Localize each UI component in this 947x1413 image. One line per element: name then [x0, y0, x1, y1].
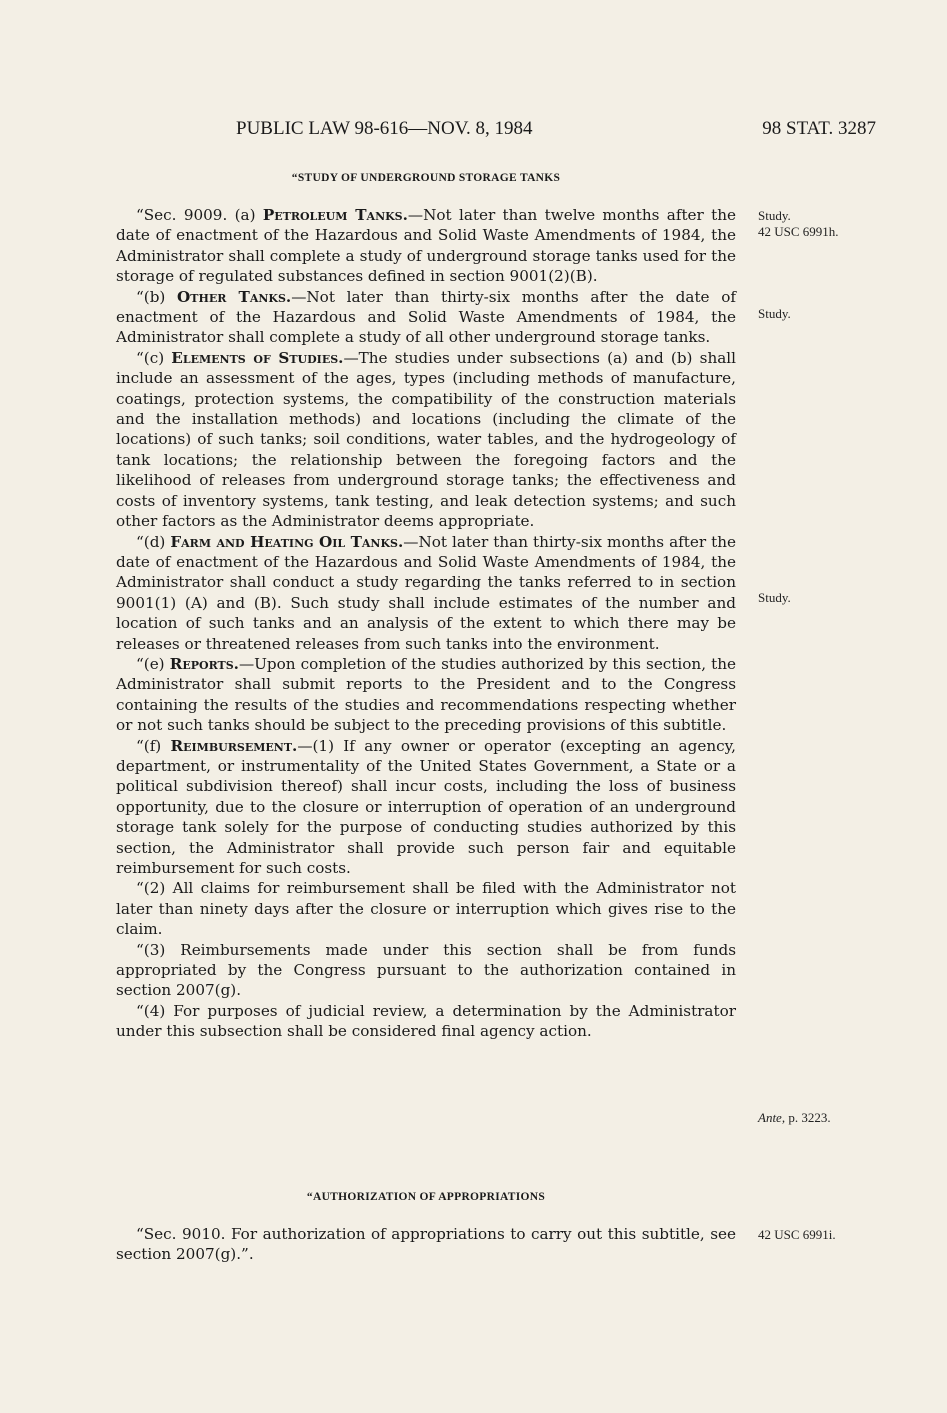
paragraph-d: “(d) Farm and Heating Oil Tanks.—Not later than thirty-six months after the date of enactment of the Hazardous and Solid Waste Amendments of 1984, the Administrator shall conduct a study regarding the tanks referred to in section 9001(1) (A) and (B). Such study shall include estimates of the number and location of such tanks and an analysis of the extent to which there may be releases or threatened releases from such tanks into the environment. [116, 532, 736, 653]
margin-note-usc-6991h: 42 USC 6991h. [758, 224, 839, 239]
paragraph-c: “(c) Elements of Studies.—The studies under subsections (a) and (b) shall include an assessment of the ages, types (including methods of manufacture, coatings, protection systems, the compatibility of the construction materials and the installation methods) and locations (including the climate of the locations) of such tanks; soil conditions, water tables, and the hydrogeology of tank locations; the relationship between the foregoing factors and the likelihood of releases from underground storage tanks; the effectiveness and costs of inventory systems, tank testing, and leak detection systems; and such other factors as the Administrator deems appropriate. [116, 348, 736, 531]
margin-note-usc-6991i: 42 USC 6991i. [758, 1227, 836, 1242]
paragraph-sec-9010: “Sec. 9010. For authorization of appropriations to carry out this subtitle, see section 2007(g).”. [116, 1225, 736, 1264]
margin-note-ante: Ante, p. 3223. [758, 1110, 831, 1125]
caption-elements-of-studies: Elements of Studies. [171, 348, 344, 367]
paragraph-f3: “(3) Reimbursements made under this section shall be from funds appropriated by the Congress pursuant to the authorization contained in section 2007(g). [116, 940, 736, 1000]
page-title: PUBLIC LAW 98-616—NOV. 8, 1984 [236, 118, 533, 139]
body-text-block-2 [116, 1224, 736, 1265]
caption-reimbursement: Reimbursement. [170, 736, 298, 755]
paragraph-f2: “(2) All claims for reimbursement shall be filed with the Administrator not later than ninety days after the closure or interruption which gives rise to the claim. [116, 879, 736, 939]
body-text-block-1 [116, 205, 736, 1042]
paragraph-f1: “(f) Reimbursement.—(1) If any owner or operator (excepting an agency, department, or instrumentality of the United States Government, a State or a political subdivision thereof) shall incur costs, including the loss of business opportunity, due to the closure or interruption of operation of an underground storage tank solely for the purpose of conducting studies authorized by this section, the Administrator shall provide such person fair and equitable reimbursement for such costs. [116, 736, 736, 877]
running-head [236, 118, 876, 144]
caption-petroleum-tanks: Petroleum Tanks. [262, 206, 408, 224]
section-heading-study: “STUDY OF UNDERGROUND STORAGE TANKS [291, 172, 561, 184]
margin-note-study-3: Study. [758, 590, 791, 605]
caption-other-tanks: Other Tanks. [177, 287, 292, 306]
paragraph-b: “(b) Other Tanks.—Not later than thirty-six months after the date of enactment of the Hazardous and Solid Waste Amendments of 1984, the Administrator shall complete a study of all other underground storage tanks. [116, 287, 736, 347]
paragraph-e: “(e) Reports.—Upon completion of the studies authorized by this section, the Administrator shall submit reports to the President and to the Congress containing the results of the studies and recommendations respecting whether or not such tanks should be subject to the preceding provisions of this subtitle. [116, 654, 736, 735]
margin-note-study-2: Study. [758, 306, 791, 321]
caption-reports: Reports. [169, 654, 239, 673]
paragraph-a: “Sec. 9009. (a) Petroleum Tanks.—Not later than twelve months after the date of enactment of the Hazardous and Solid Waste Amendments of 1984, the Administrator shall complete a study of underground storage tanks used for the storage of regulated substances defined in section 9001(2)(B). [116, 206, 736, 286]
paragraph-f4: “(4) For purposes of judicial review, a determination by the Administrator under this subsection shall be considered final agency action. [116, 1001, 736, 1041]
stat-page-number: 98 STAT. 3287 [762, 118, 876, 139]
caption-farm-heating-oil-tanks: Farm and Heating Oil Tanks. [170, 532, 404, 551]
section-heading-appropriations: “AUTHORIZATION OF APPROPRIATIONS [306, 1191, 546, 1203]
margin-note-study-1: Study. 42 USC 6991h. [758, 208, 839, 239]
